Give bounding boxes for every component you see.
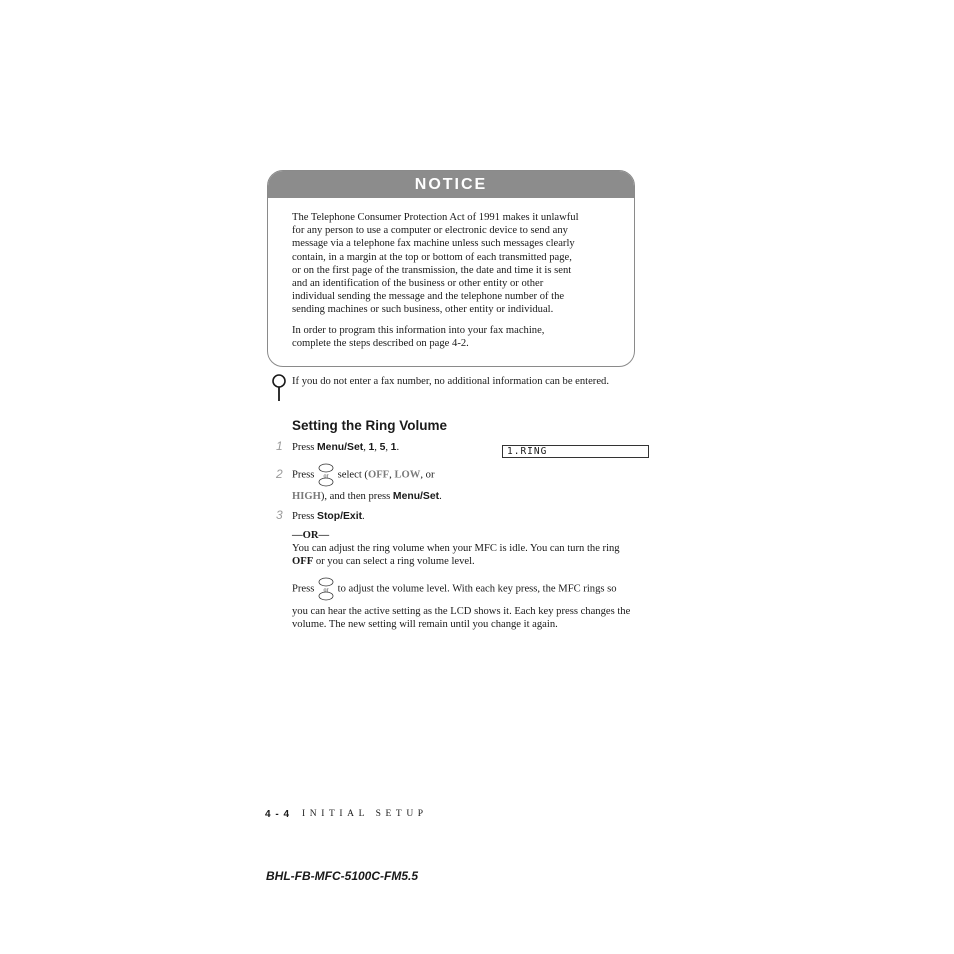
step-1-text xyxy=(292,441,399,454)
or-line-3 xyxy=(292,577,617,601)
step-text: select ( xyxy=(335,469,368,481)
key-label: 1 xyxy=(390,442,397,453)
step-text: Press xyxy=(292,511,318,522)
section-heading: Setting the Ring Volume xyxy=(292,418,447,433)
step-2-line-2 xyxy=(292,490,442,503)
notice-p1-line: individual sending the message and the telephone number of the xyxy=(292,291,565,303)
notice-paragraph-2 xyxy=(292,324,612,350)
step-text: Press xyxy=(292,583,318,595)
notice-p1-line: sending machines or such business, other entity or individual. xyxy=(292,304,554,316)
step-text: ), and then press xyxy=(320,491,393,502)
or-line-5: volume. The new setting will remain until you change it again. xyxy=(292,619,558,630)
step-text: or you can select a ring volume level. xyxy=(313,556,475,567)
step-2-line-1 xyxy=(292,463,434,487)
note-text: If you do not enter a fax number, no additional information can be entered. xyxy=(292,376,609,387)
or-line-4: you can hear the active setting as the LCD shows it. Each key press changes the xyxy=(292,606,631,617)
key-label: Stop/Exit xyxy=(317,511,363,522)
lcd-display: 1.RING xyxy=(502,445,649,458)
step-text: Press xyxy=(292,469,318,481)
notice-p1-line: contain, in a margin at the top or bottom of each transmitted page, xyxy=(292,251,572,263)
chapter-title: INITIAL SETUP xyxy=(302,809,428,819)
svg-text:or: or xyxy=(323,473,329,480)
key-label: 5 xyxy=(379,442,386,453)
option-off: OFF xyxy=(367,469,390,481)
step-number: 1 xyxy=(276,439,283,453)
pin-note-icon xyxy=(271,374,287,402)
option-low: LOW xyxy=(394,469,421,481)
step-text: Press xyxy=(292,442,318,453)
document-code: BHL-FB-MFC-5100C-FM5.5 xyxy=(266,869,419,883)
separator: , xyxy=(374,442,380,453)
notice-p2-line: In order to program this information into your fax machine, xyxy=(292,325,545,336)
key-label: 1 xyxy=(368,442,375,453)
step-text: . xyxy=(439,491,442,502)
svg-text:or: or xyxy=(323,587,329,594)
step-text: . xyxy=(396,442,400,453)
or-line-1: You can adjust the ring volume when your MFC is idle. You can turn the ring xyxy=(292,543,620,554)
key-label: Menu/Set xyxy=(317,442,364,453)
separator: , xyxy=(389,469,395,481)
notice-p1-line: message via a telephone fax machine unless such messages clearly xyxy=(292,238,575,250)
notice-p1-line: The Telephone Consumer Protection Act of 1991 makes it unlawful xyxy=(292,212,579,223)
step-text: , or xyxy=(420,469,435,481)
step-3-text xyxy=(292,510,365,523)
separator: , xyxy=(363,442,369,453)
option-off: OFF xyxy=(292,556,314,567)
notice-p1-line: for any person to use a computer or electronic device to send any xyxy=(292,225,568,237)
or-label: —OR— xyxy=(292,530,330,541)
step-number: 2 xyxy=(276,467,283,481)
separator: , xyxy=(385,442,391,453)
page-number: 4 - 4 xyxy=(265,809,291,820)
or-line-2 xyxy=(292,555,475,568)
notice-title: NOTICE xyxy=(268,171,634,198)
notice-p1-line: and an identification of the business or other entity or other xyxy=(292,278,544,290)
notice-p2-line: complete the steps described on page 4-2. xyxy=(292,338,469,350)
step-text: to adjust the volume level. With each key press, the MFC rings so xyxy=(335,583,617,595)
step-number: 3 xyxy=(276,508,283,522)
step-text: . xyxy=(362,511,365,522)
notice-box xyxy=(267,170,635,367)
option-high: HIGH xyxy=(292,491,321,502)
navigation-key-icon xyxy=(317,577,335,601)
navigation-key-icon xyxy=(317,463,335,487)
notice-p1-line: or on the first page of the transmission, the date and time it is sent xyxy=(292,264,572,276)
notice-paragraph-1 xyxy=(292,211,612,317)
key-label: Menu/Set xyxy=(392,491,440,502)
